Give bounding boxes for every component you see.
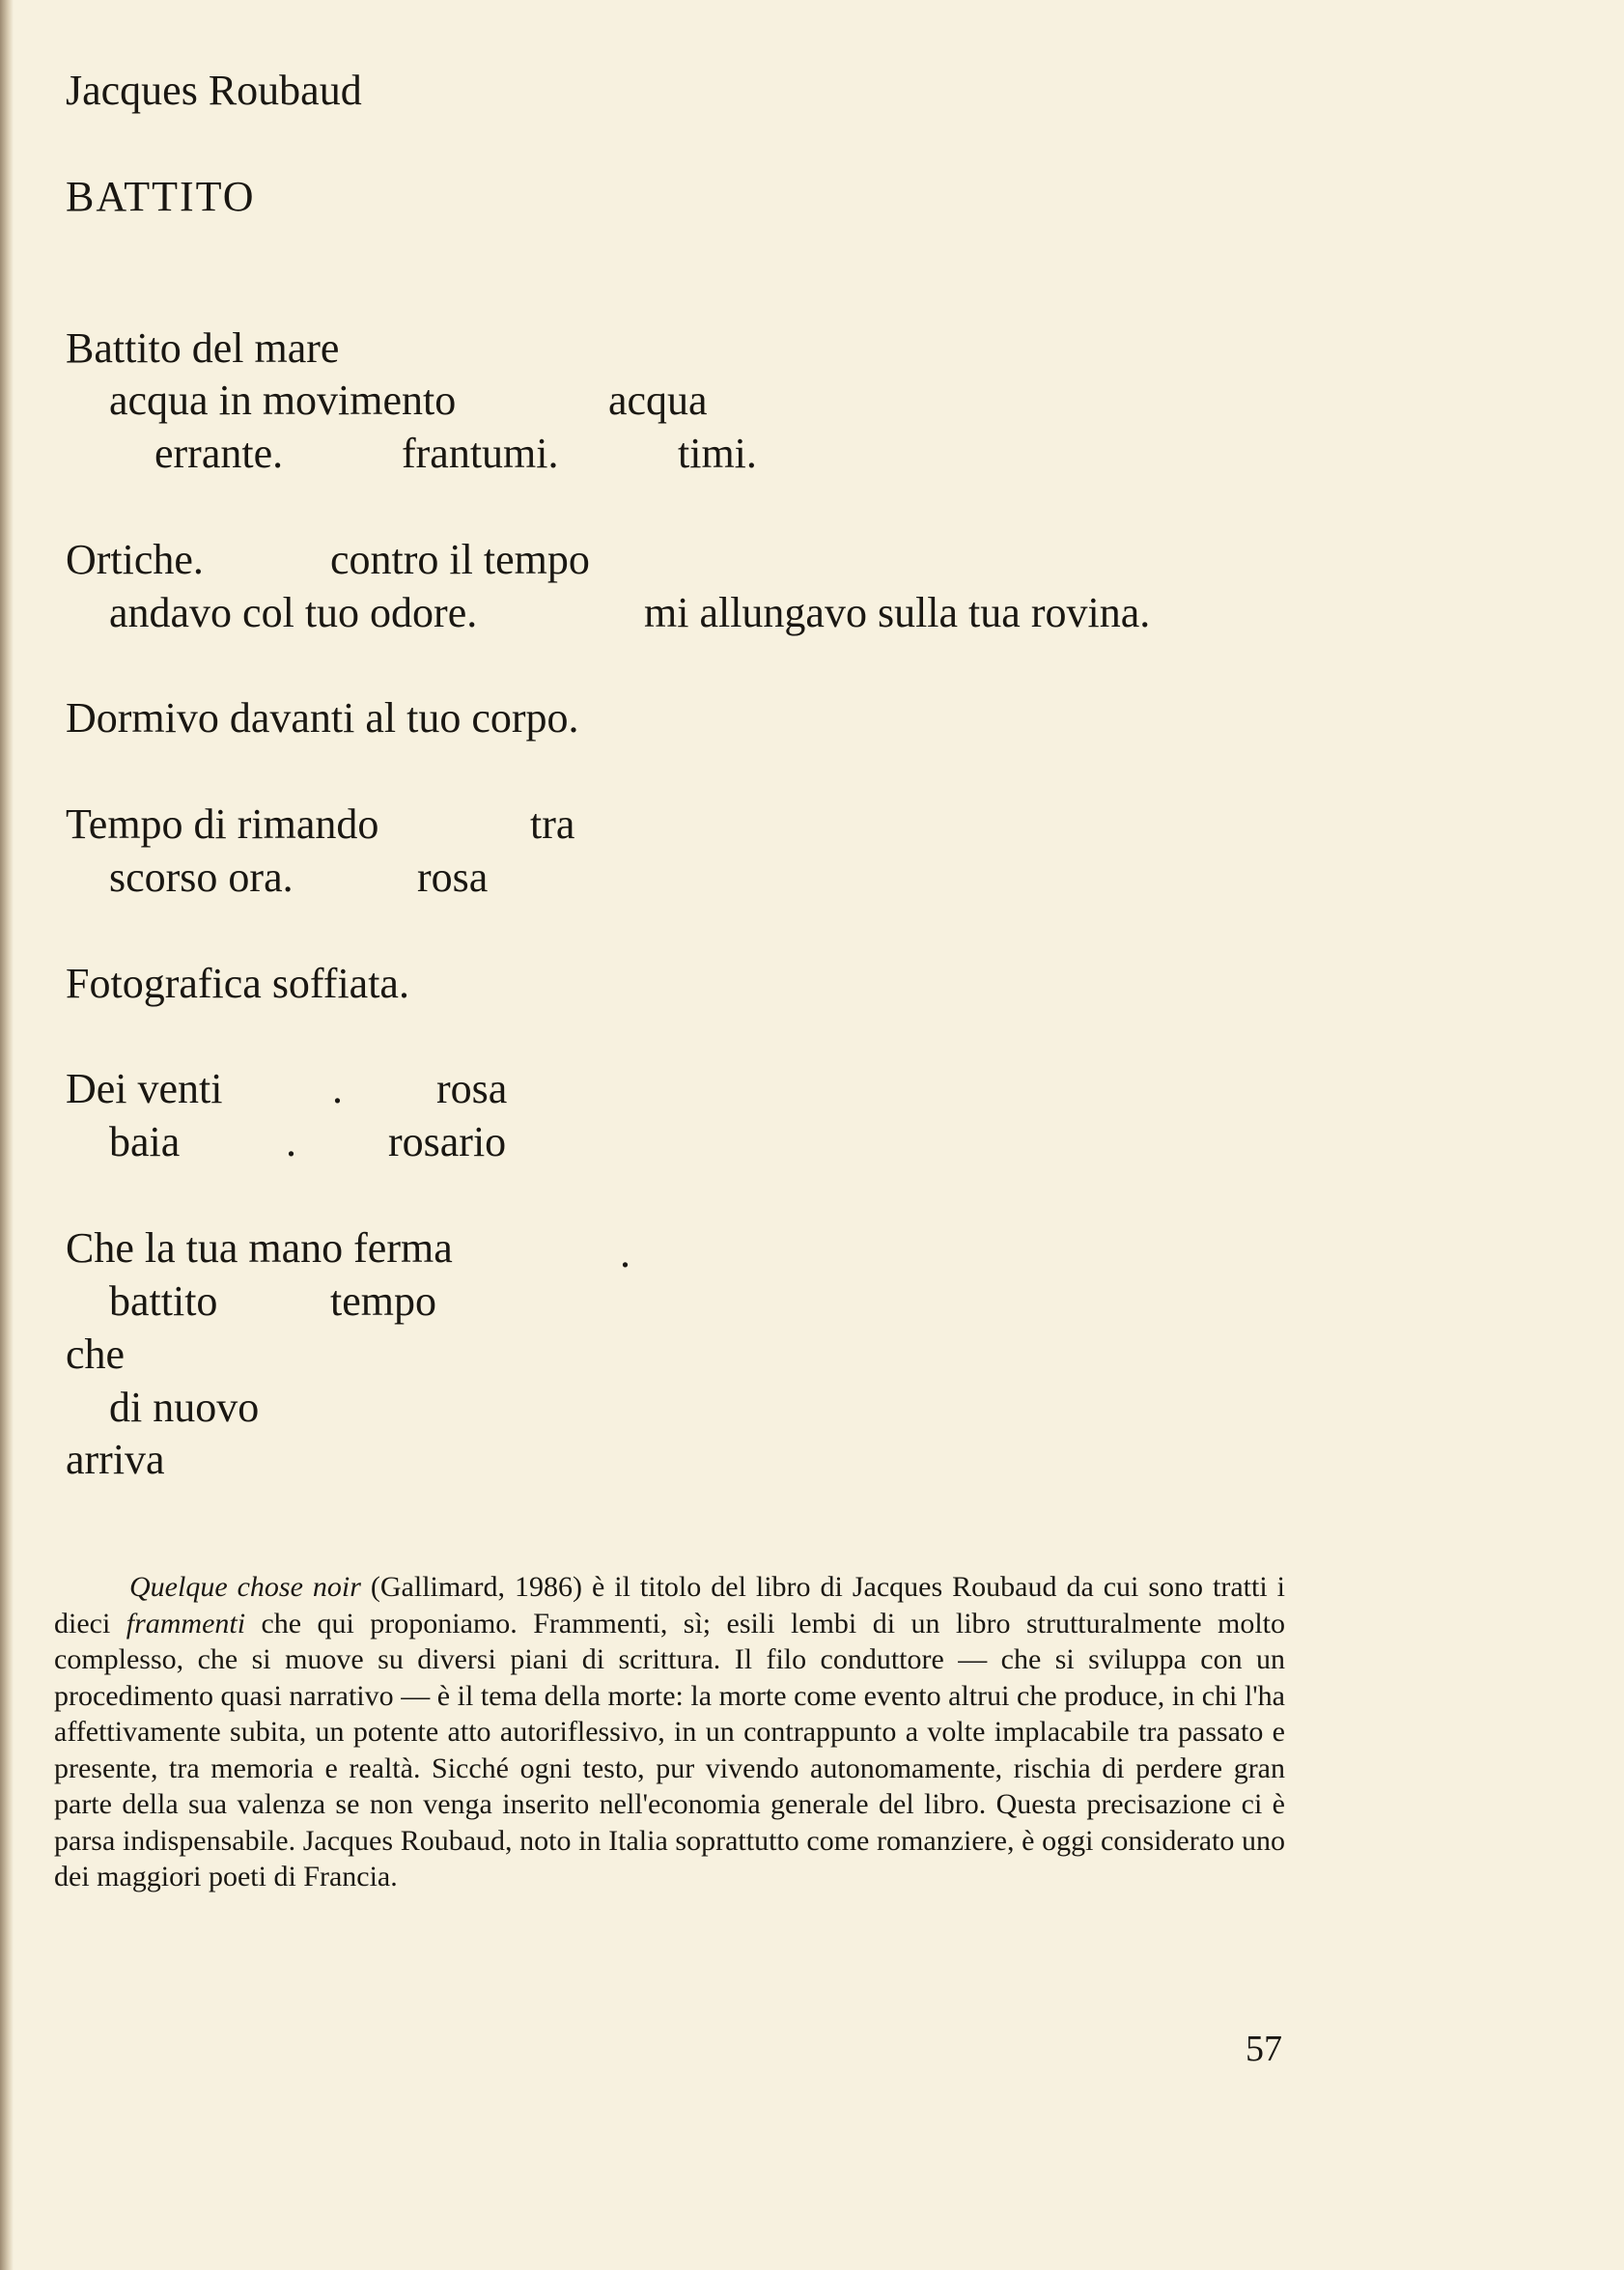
poem-line: baia [109, 1118, 181, 1165]
poem-line: battito [109, 1277, 218, 1325]
page-number: 57 [1246, 2029, 1282, 2069]
poem-line: errante. [154, 430, 284, 477]
poem-line: timi. [678, 430, 757, 477]
note-text: (Gallimard, 1986) è il titolo del libro di Jacques Roubaud da cui sono tratti i dieci [54, 1571, 1285, 1639]
poem-line: Fotografica soffiata. [66, 960, 409, 1007]
poem-dot: . [286, 1118, 296, 1165]
poem-line: tempo [330, 1277, 436, 1325]
poem-line: arriva [66, 1436, 165, 1483]
author-name: Jacques Roubaud [66, 67, 362, 114]
poem-line: acqua [608, 377, 708, 424]
poem-title: BATTITO [66, 173, 256, 220]
editorial-note [54, 1569, 1285, 1895]
book-title: Quelque chose noir [129, 1571, 361, 1603]
poem-dot: . [332, 1065, 343, 1112]
poem-line: mi allungavo sulla tua rovina. [644, 589, 1151, 636]
poem-line: contro il tempo [330, 536, 590, 583]
page-spine-shadow [0, 0, 14, 2270]
poem-line: rosario [388, 1118, 507, 1165]
poem-line: che [66, 1331, 126, 1378]
poem-line: Dormivo davanti al tuo corpo. [66, 694, 579, 742]
poem-line: scorso ora. [109, 854, 294, 901]
poem-line: Tempo di rimando [66, 800, 379, 848]
poem-line: Battito del mare [66, 324, 340, 372]
poem-line: rosa [436, 1065, 508, 1112]
poem-line: acqua in movimento [109, 377, 457, 424]
poem-line: Dei venti [66, 1065, 223, 1112]
poem-line: frantumi. [402, 430, 559, 477]
poem-line: rosa [417, 854, 489, 901]
fragments-word: frammenti [126, 1607, 246, 1639]
poem-line: andavo col tuo odore. [109, 589, 478, 636]
note-text: che qui proponiamo. Frammenti, sì; esili lembi di un libro strutturalmente molto complesso, che si muove su diversi piani di scrittura. Il filo conduttore — che si sviluppa con un procedimento quasi narrativo — è il tema della morte: la morte come evento altrui che produce, in chi l'ha affettivamente subita, un potente atto autoriflessivo, in un contrappunto a volte implacabile tra passato e presente, tra memoria e realtà. Sicché ogni testo, pur vivendo autonomamente, rischia di perdere gran parte della sua valenza se non venga inserito nell'economia generale del libro. Questa precisazione ci è parsa indispensabile. Jacques Roubaud, noto in Italia soprattutto come romanziere, è oggi considerato uno dei maggiori poeti di Francia. [54, 1607, 1285, 1892]
poem-dot: . [620, 1229, 630, 1276]
poem-line: Ortiche. [66, 536, 204, 583]
poem-line: tra [530, 800, 575, 848]
poem-line: Che la tua mano ferma [66, 1224, 453, 1272]
poem-line: di nuovo [109, 1384, 260, 1431]
